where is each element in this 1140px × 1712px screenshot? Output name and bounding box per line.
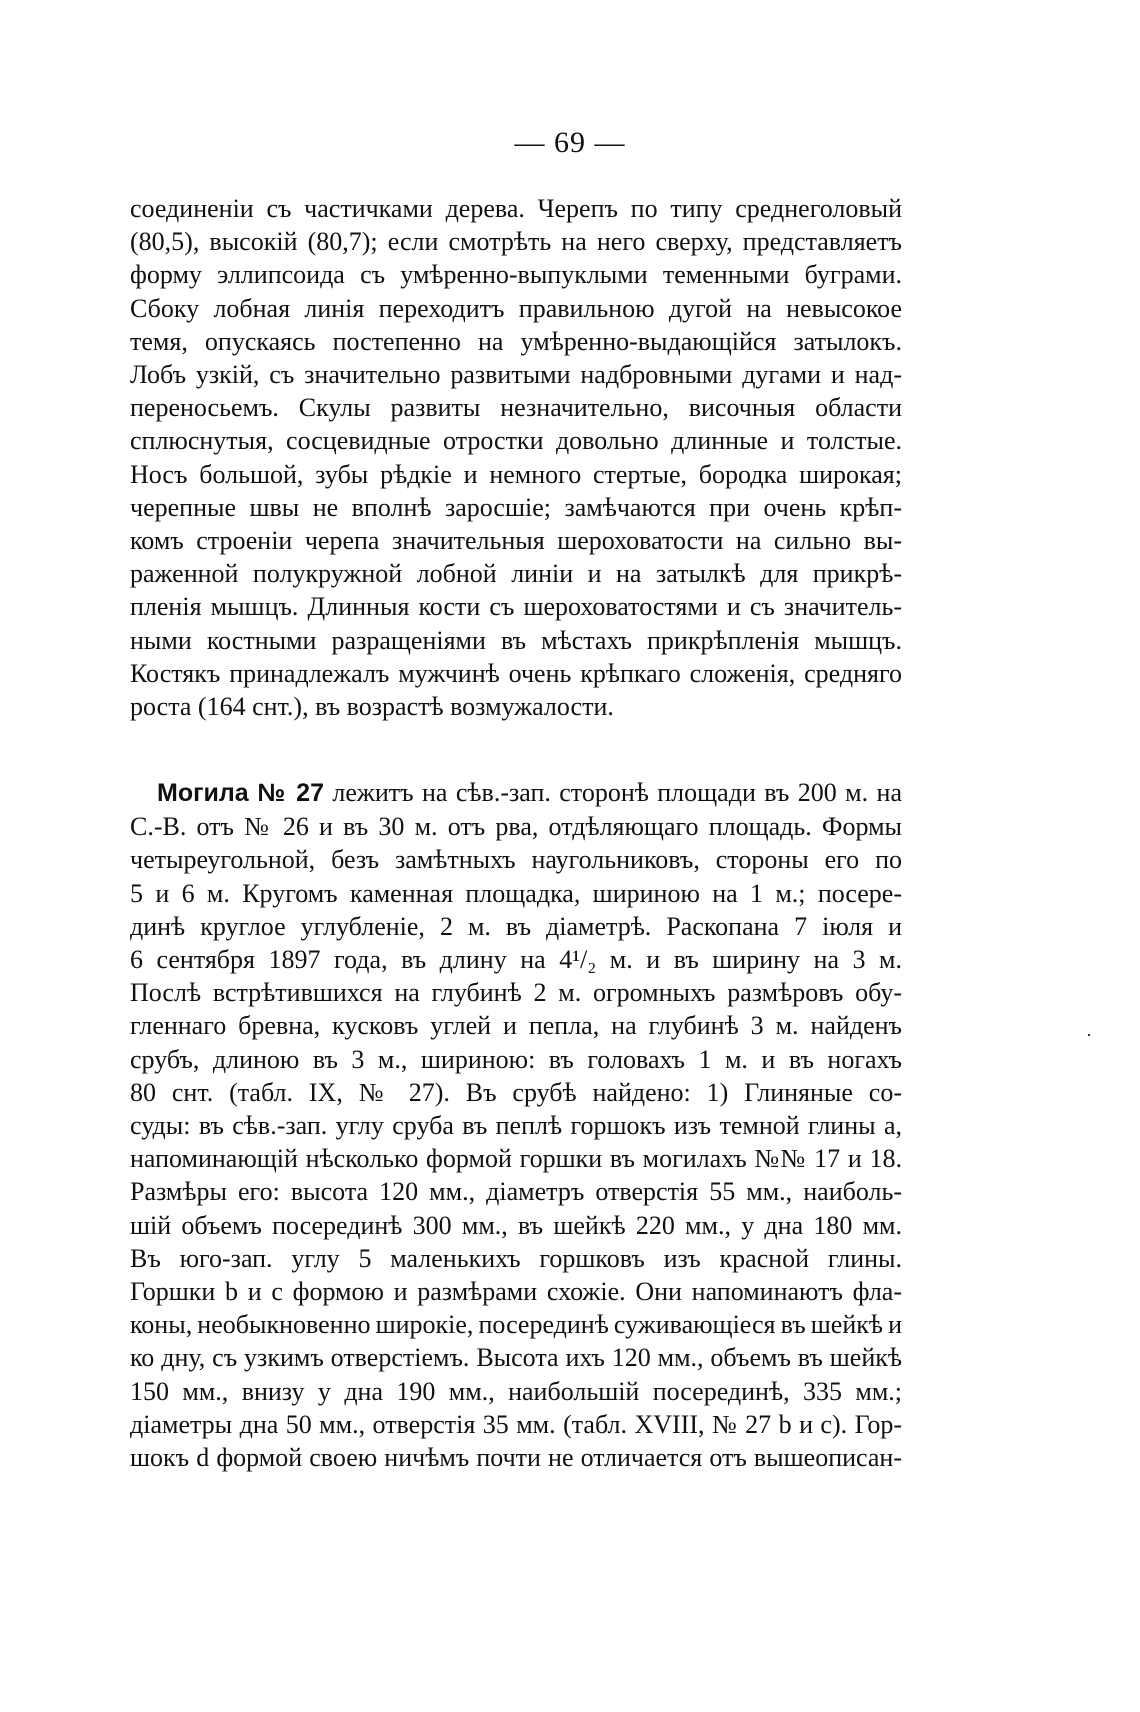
text-line: шокъ d формой своею ничѣмъ почти не отличается отъ вышеописан- — [130, 1443, 902, 1473]
text-line: діаметры дна 50 мм., отверстія 35 мм. (табл. XVIII, № 27 b и c). Гор- — [130, 1409, 902, 1439]
text-line: комъ строеніи черепа значительныя шероховатости на сильно вы- — [130, 526, 902, 556]
text-line: ко дну, съ узкимъ отверстіемъ. Высота ихъ 120 мм., объемъ въ шейкѣ — [130, 1343, 902, 1373]
text-line: 150 мм., внизу у дна 190 мм., наибольшій посерединѣ, 335 мм.; — [130, 1376, 902, 1406]
text-line: динѣ круглое углубленіе, 2 м. въ діаметрѣ. Раскопана 7 іюля и — [130, 911, 902, 941]
text-line: Сбоку лобная линія переходитъ правильною дугой на невысокое — [130, 293, 902, 323]
text-line: 6 сентября 1897 года, въ длину на 4¹/₂ м. и въ ширину на 3 м. — [130, 945, 902, 975]
text-line: четыреугольной, безъ замѣтныхъ наугольниковъ, стороны его по — [130, 845, 902, 875]
text-line: коны, необыкновенно широкіе, посерединѣ суживающіеся въ шейкѣ и — [130, 1310, 902, 1340]
text-line: Лобъ узкій, съ значительно развитыми надбровными дугами и над- — [130, 360, 902, 390]
text-line: темя, опускаясь постепенно на умѣренно-выдающійся затылокъ. — [130, 326, 902, 356]
text-line: Горшки b и c формою и размѣрами схожіе. Они напоминаютъ фла- — [130, 1277, 902, 1307]
text-line: соединеніи съ частичками дерева. Черепъ по типу среднеголовый — [130, 194, 902, 223]
text-line: (80,5), высокій (80,7); если смотрѣть на него сверху, представляетъ — [130, 227, 902, 257]
text-run: лежитъ на сѣв.-зап. сторонѣ площади въ 200 м. на — [323, 778, 903, 807]
text-line: суды: въ сѣв.-зап. углу сруба въ пеплѣ горшокъ изъ темной глины a, — [130, 1111, 902, 1141]
text-line: сплюснутыя, сосцевидные отростки довольно длинные и толстые. — [130, 426, 902, 456]
text-line: 80 снт. (табл. IX, № 27). Въ срубѣ найдено: 1) Глиняные со- — [130, 1077, 902, 1107]
text-line: гленнаго бревна, кусковъ углей и пепла, на глубинѣ 3 м. найденъ — [130, 1011, 902, 1041]
text-line: С.-В. отъ № 26 и въ 30 м. отъ рва, отдѣляющаго площадь. Формы — [130, 812, 902, 842]
text-line: роста (164 снт.), въ возрастѣ возмужалости. — [130, 692, 614, 722]
text-line: срубъ, длиною въ 3 м., шириною: въ головахъ 1 м. и въ ногахъ — [130, 1044, 902, 1074]
paragraph-2 — [130, 776, 902, 1474]
text-line: Костякъ принадлежалъ мужчинѣ очень крѣпкаго сложенія, средняго — [130, 658, 902, 688]
text-line: Послѣ встрѣтившихся на глубинѣ 2 м. огромныхъ размѣровъ обу- — [130, 978, 902, 1008]
text-line: Носъ большой, зубы рѣдкіе и немного стертые, бородка широкая; — [130, 459, 902, 489]
text-line-first — [130, 776, 902, 810]
text-line: форму эллипсоида съ умѣренно-выпуклыми теменными буграми. — [130, 260, 902, 290]
text-line: Въ юго-зап. углу 5 маленькихъ горшковъ изъ красной глины. — [130, 1243, 902, 1273]
text-line: черепные швы не вполнѣ заросшіе; замѣчаются при очень крѣп- — [130, 492, 902, 522]
text-line: ными костными разращеніями въ мѣстахъ прикрѣпленія мышцъ. — [130, 625, 902, 655]
text-line: переносьемъ. Скулы развиты незначительно, височныя области — [130, 393, 902, 423]
text-line: 5 и 6 м. Кругомъ каменная площадка, шириною на 1 м.; посере- — [130, 878, 902, 908]
paragraph-1 — [130, 192, 902, 723]
grave-heading: Могила № 27 — [157, 779, 324, 807]
text-line: шій объемъ посерединѣ 300 мм., въ шейкѣ 220 мм., у дна 180 мм. — [130, 1210, 902, 1240]
text-line: пленія мышцъ. Длинныя кости съ шероховатостями и съ значитель- — [130, 592, 902, 622]
text-line: напоминающій нѣсколько формой горшки въ могилахъ №№ 17 и 18. — [130, 1144, 902, 1174]
text-line: Размѣры его: высота 120 мм., діаметръ отверстія 55 мм., наиболь- — [130, 1177, 902, 1207]
scan-speck — [1088, 1034, 1090, 1036]
text-line: раженной полукружной лобной линіи и на затылкѣ для прикрѣ- — [130, 559, 902, 589]
page-number: — 69 — — [514, 126, 626, 159]
